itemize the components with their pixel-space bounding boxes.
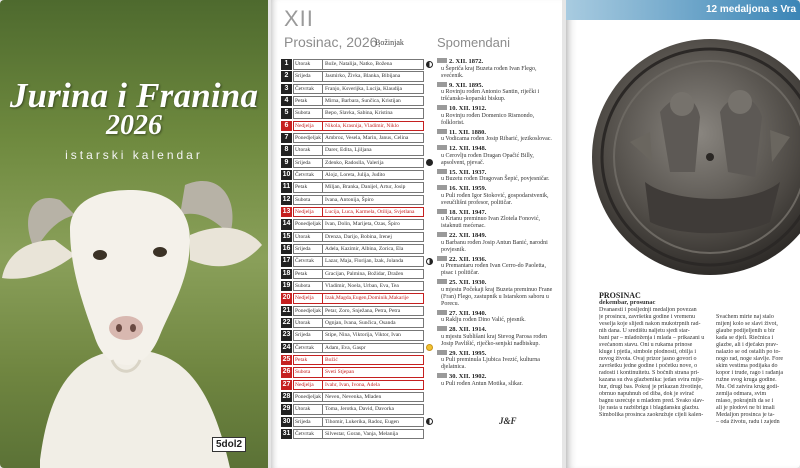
day-row[interactable]	[281, 428, 434, 440]
day-saints: Drenza, Darijo, Bobina, Irenej	[323, 232, 424, 243]
cover-subtitle: istarski kalendar	[65, 148, 203, 162]
spomendan-text: u Barbanu rođen Josip Antun Banić, narodni povjesnik.	[441, 239, 548, 253]
day-saints: Ognjan, Ivana, Sunčica, Osanda	[323, 318, 424, 329]
day-saints: Tihomir, Lukerika, Radoz, Eugen	[323, 417, 424, 428]
day-row[interactable]	[281, 342, 434, 354]
spomendan-text: u Raklju rođen Dino Valić, pjesnik.	[441, 317, 526, 323]
day-saints: Vladimir, Noela, Urban, Eva, Tea	[323, 281, 424, 292]
spomendan-text: u Puli rođen Antun Motika, slikar.	[441, 380, 523, 387]
day-name: Subota	[293, 367, 323, 378]
day-number: 18	[281, 269, 292, 280]
day-number: 4	[281, 96, 292, 107]
article-line: bagnu usrećuje u mladom pred. Svako slav-	[599, 398, 705, 404]
day-row[interactable]	[281, 70, 434, 82]
medallion-image	[590, 32, 800, 282]
article-line: nalazio se od ostalih po to-	[716, 349, 781, 355]
day-saints: Ivan, Dolin, Marijeta, Ozas, Špiro	[323, 219, 424, 230]
day-row[interactable]	[281, 107, 434, 119]
day-name: Nedjelja	[293, 380, 323, 391]
article-subheading: dekembar, prosunac	[599, 299, 656, 306]
day-number: 9	[281, 158, 292, 169]
day-name: Subota	[293, 281, 323, 292]
day-saints: Izak,Magda,Eugen,Dominik,Makarije	[323, 293, 424, 304]
day-saints: Franjo, Ksverijka, Lucija, Klaudija	[323, 84, 424, 95]
day-name: Četvrtak	[293, 343, 323, 354]
moon-phase-icon	[426, 159, 433, 166]
article-line: bani par – mladoženja i mlada – prikazani u	[599, 335, 705, 341]
day-number: 8	[281, 145, 292, 156]
day-row[interactable]	[281, 354, 434, 366]
article-line: Simbolika prosinca zaokružuje cijeli kalen-	[599, 412, 704, 418]
spomendan-text: u Vodicama rođen Josip Ribarić, jezikoslovac.	[441, 136, 552, 142]
day-name: Petak	[293, 182, 323, 193]
spomendani-title: Spomendani	[437, 35, 510, 50]
day-row[interactable]	[281, 317, 434, 329]
cover-title: Jurina i Franina	[9, 76, 259, 115]
spomendan-entry	[437, 256, 555, 278]
day-number: 28	[281, 392, 292, 403]
day-name: Srijeda	[293, 417, 323, 428]
day-row[interactable]	[281, 218, 434, 230]
spomendan-text: u Rovinju rođen Domenico Rismondo, folklorist.	[441, 112, 535, 126]
day-row[interactable]	[281, 95, 434, 107]
day-number: 7	[281, 133, 292, 144]
day-number: 15	[281, 232, 292, 243]
day-number: 12	[281, 195, 292, 206]
days-list	[281, 58, 434, 440]
day-name: Subota	[293, 108, 323, 119]
day-saints: Sveti Stjepan	[323, 367, 424, 378]
day-number: 6	[281, 121, 292, 132]
day-number: 25	[281, 355, 292, 366]
spomendan-date-text: 22. XII. 1936.	[449, 255, 487, 263]
day-name: Ponedjeljak	[293, 306, 323, 317]
day-number: 31	[281, 429, 292, 440]
spomendan-entry	[437, 185, 555, 207]
cover-year: 2026	[106, 110, 162, 141]
spomendan-date	[437, 169, 555, 177]
article-line: obrnuo napuhnuh od diba, dok je svirač	[599, 391, 695, 397]
spomendan-text: u Premantaru rođen Ivan Cerro-do Paoletta, pisac i političar.	[441, 263, 546, 276]
spomendan-date	[437, 232, 555, 240]
day-name: Srijeda	[293, 244, 323, 255]
article-line: mlaso, pokrajnih da se i	[716, 398, 774, 404]
spomendan-entry	[437, 145, 555, 167]
day-row[interactable]	[281, 144, 434, 156]
day-number: 3	[281, 84, 292, 95]
article-column-1	[599, 307, 709, 457]
day-saints: Neven, Nevenka, Mladen	[323, 392, 424, 403]
month-page[interactable]	[271, 0, 562, 468]
article-line: hur, drugi bas. Pokraj je prikazan životinje,	[599, 384, 703, 390]
day-row[interactable]	[281, 403, 434, 415]
day-row[interactable]	[281, 181, 434, 193]
day-row[interactable]	[281, 169, 434, 181]
day-row[interactable]	[281, 231, 434, 243]
day-number: 17	[281, 256, 292, 267]
day-saints: Silvestar, Goran, Vanja, Melanija	[323, 429, 424, 440]
spomendan-entry	[437, 373, 555, 388]
spomendan-entry	[437, 129, 555, 144]
day-saints: Nikola, Krasnija, Vladimir, Niklo	[323, 121, 424, 132]
spomendan-date	[437, 82, 555, 90]
day-saints: Alojz, Loreta, Julija, Judito	[323, 170, 424, 181]
spomendan-date	[437, 279, 555, 287]
day-number: 13	[281, 207, 292, 218]
spomendan-date-text: 9. XII. 1895.	[449, 81, 484, 89]
spomendan-entry	[437, 58, 555, 80]
day-name: Utorak	[293, 404, 323, 415]
spomendan-date	[437, 185, 555, 193]
day-name: Petak	[293, 355, 323, 366]
spomendan-date-text: 18. XII. 1947.	[449, 208, 487, 216]
spomendan-date	[437, 145, 555, 153]
day-saints: Ambroz, Vesela, Marin, Janus, Celina	[323, 133, 424, 144]
spomendan-date-text: 28. XII. 1914.	[449, 326, 487, 333]
day-row[interactable]	[281, 416, 434, 428]
spomendan-text: u Rovinju rođen Antonio Santin, riječki i tršćansko-koparski biskup.	[441, 89, 540, 102]
day-saints: Bepo, Slavka, Sabina, Kristina	[323, 108, 424, 119]
month-kaj-name: Božinjak	[375, 38, 404, 47]
spomendan-date-text: 10. XII. 1912.	[449, 105, 487, 112]
day-row[interactable]	[281, 132, 434, 144]
day-saints: Adam, Eva, Gaspr	[323, 343, 424, 354]
spomendan-date	[437, 129, 555, 137]
article-line: novog života. Ovaj prizor jasno govori o	[599, 356, 697, 362]
day-number: 2	[281, 71, 292, 82]
spomendan-text: u Puli preminula Ljubica Ivezić, kulturna djelatnica.	[441, 357, 540, 370]
day-name: Utorak	[293, 232, 323, 243]
day-saints: Lucija, Luca, Karmela, Otilija, Svjetlana	[323, 207, 424, 218]
day-name: Subota	[293, 195, 323, 206]
spomendan-date	[437, 58, 555, 66]
day-name: Nedjelja	[293, 121, 323, 132]
day-name: Nedjelja	[293, 293, 323, 304]
day-number: 30	[281, 417, 292, 428]
month-title: Prosinac, 2026.	[284, 34, 382, 50]
day-saints: Ivahr, Ivan, Ivona, Adela	[323, 380, 424, 391]
article-line: svečanom stavu. Oni u rukama prinose	[599, 342, 693, 348]
spomendan-date-text: 22. XII. 1849.	[449, 232, 487, 239]
day-saints: Miljan, Branka, Danijel, Artur, Josip	[323, 182, 424, 193]
day-number: 26	[281, 367, 292, 378]
spomendan-date-text: 12. XII. 1948.	[449, 145, 487, 152]
spomendan-date	[437, 209, 555, 217]
spomendan-text: u Šepriča kraj Buzeta rođen Ivan Flego, svećenik.	[441, 65, 537, 79]
article-line: ali je plodovi ne bi imali	[716, 405, 775, 411]
signature: J&F	[499, 416, 517, 426]
section-banner-title: 12 medaljona s Vra	[706, 4, 797, 15]
day-name: Petak	[293, 269, 323, 280]
day-number: 10	[281, 170, 292, 181]
day-row[interactable]	[281, 391, 434, 403]
day-name: Srijeda	[293, 330, 323, 341]
spomendan-date-text: 11. XII. 1880.	[449, 128, 487, 136]
publisher-logo: 5dol2	[212, 437, 246, 452]
day-name: Četvrtak	[293, 256, 323, 267]
spomendan-date	[437, 105, 555, 113]
day-name: Utorak	[293, 318, 323, 329]
day-name: Utorak	[293, 145, 323, 156]
day-name: Ponedjeljak	[293, 392, 323, 403]
day-saints: Adela, Kazimir, Albina, Zorica, Ela	[323, 244, 424, 255]
article-line: nih dana. U središtu naljetu sjedi star-	[599, 328, 690, 334]
day-number: 16	[281, 244, 292, 255]
day-row[interactable]	[281, 305, 434, 317]
day-saints: Zdenko, Radoslla, Valerija	[323, 158, 424, 169]
article-line: veselja koje slijedi nakon mukotrpnih rad-	[599, 321, 701, 327]
spomendan-text: u Krtanu preminuo Ivan Zlotela Fonović, istaknuti mećenac.	[441, 216, 540, 229]
spomendan-date-text: 25. XII. 1930.	[449, 279, 487, 286]
moon-phase-icon	[426, 258, 433, 265]
spomendan-entry	[437, 326, 555, 348]
day-row[interactable]	[281, 366, 434, 378]
article-line: Medaljon prosinca je ta-	[716, 412, 775, 418]
day-name: Ponedjeljak	[293, 133, 323, 144]
day-saints: Bože, Natalija, Natko, Božena	[323, 59, 424, 70]
spomendan-date-text: 30. XII. 1902.	[449, 373, 487, 380]
article-line: kluge i pjetla, simbole plodnosti, obilja i	[599, 349, 696, 355]
day-name: Petak	[293, 96, 323, 107]
day-saints: Toma, Jerotka, David, Davorka	[323, 404, 424, 415]
calendar-cover[interactable]	[0, 0, 268, 468]
day-saints: Mirna, Barbara, Sunčica, Kristijan	[323, 96, 424, 107]
article-line: lje rasta u razbibrigu i blagdansku glazbu.	[599, 405, 700, 411]
day-row[interactable]	[281, 157, 434, 169]
article-line: ružne svog kruga godine.	[716, 377, 777, 383]
day-row[interactable]	[281, 268, 434, 280]
day-row[interactable]	[281, 194, 434, 206]
day-row[interactable]	[281, 292, 434, 304]
article-page[interactable]	[566, 0, 800, 468]
day-number: 23	[281, 330, 292, 341]
spomendan-text: u Puli rođen Igor Stoković, gospodarstvenik, sveučilišni profesor, političar.	[441, 192, 549, 206]
day-saints: Jasmirko, Živka, Blanka, Bibijana	[323, 71, 424, 82]
day-name: Ponedjeljak	[293, 219, 323, 230]
spomendan-entry	[437, 209, 555, 231]
article-line: kopor i trude, rago i rađanja	[716, 370, 783, 376]
goat-illustration	[0, 160, 268, 468]
spomendan-date-text: 2. XII. 1872.	[449, 58, 484, 65]
day-saints: Gracijan, Palmina, Božidar, Dražen	[323, 269, 424, 280]
spomendan-text: u Cerovlju rođen Dragan Opačić Billy, apsolvent, pjevač.	[441, 152, 534, 166]
day-name: Nedjelja	[293, 207, 323, 218]
day-row[interactable]	[281, 329, 434, 341]
spomendan-entry	[437, 232, 555, 254]
article-line: mijenj kolo se slavi život,	[716, 321, 778, 327]
article-line: radosti i kontinuitetu. S bočnih strana pri-	[599, 370, 700, 376]
article-line: kazana su dva glazbenika: jedan svira mije-	[599, 377, 704, 383]
day-number: 24	[281, 343, 292, 354]
day-name: Četvrtak	[293, 429, 323, 440]
day-number: 21	[281, 306, 292, 317]
article-line: je prosincu, završetku godine i vremenu	[599, 314, 695, 320]
day-saints: Lazar, Maja, Florijan, Izak, Jolanda	[323, 256, 424, 267]
spomendan-entry	[437, 310, 555, 325]
spomendan-text: u Buzetu rođen Dragovan Šepić, povjesničar.	[441, 176, 550, 182]
moon-phase-icon	[426, 418, 433, 425]
article-line: zemlja odmara, svim	[716, 391, 767, 397]
day-name: Srijeda	[293, 71, 323, 82]
day-row[interactable]	[281, 120, 434, 132]
day-row[interactable]	[281, 379, 434, 391]
article-line: završetku jedne godine i početku nove, o	[599, 363, 698, 369]
spomendan-entry	[437, 105, 555, 127]
spomendani-list	[437, 58, 555, 390]
day-number: 1	[281, 59, 292, 70]
day-saints: Božić	[323, 355, 424, 366]
day-saints: Petar, Zoro, Snježana, Petra, Petra	[323, 306, 424, 317]
spomendan-date-text: 27. XII. 1940.	[449, 309, 487, 317]
day-name: Četvrtak	[293, 84, 323, 95]
spomendan-text: u mjestu Sublišani kraj Stevog Parosa rođen Josip Pavlišić, riječko-senjski nadbiskup.	[441, 333, 547, 347]
article-line: Dvanaesti i posljednji medaljon povezan	[599, 307, 697, 313]
month-roman-numeral: XII	[284, 6, 314, 31]
moon-phase-icon	[426, 61, 433, 68]
day-number: 14	[281, 219, 292, 230]
day-saints: Darer, Edita, Ljiljana	[323, 145, 424, 156]
spomendan-entry	[437, 350, 555, 372]
spomendan-entry	[437, 279, 555, 308]
article-column-2	[716, 314, 800, 457]
article-line: glaube podijeljenih u bir	[716, 328, 775, 334]
day-row[interactable]	[281, 83, 434, 95]
article-line: glazbe, ali i dječakn prav-	[716, 342, 779, 348]
day-number: 19	[281, 281, 292, 292]
day-row[interactable]	[281, 58, 434, 70]
spomendan-date	[437, 326, 555, 334]
article-line: Mu. Od zatvira krug godi-	[716, 384, 780, 390]
day-number: 20	[281, 293, 292, 304]
article-line: nogo rad, noge slavlje. Fore	[716, 356, 783, 362]
spomendan-date	[437, 350, 555, 358]
day-name: Srijeda	[293, 158, 323, 169]
spomendan-date	[437, 310, 555, 318]
day-number: 5	[281, 108, 292, 119]
day-row[interactable]	[281, 243, 434, 255]
day-name: Četvrtak	[293, 170, 323, 181]
spomendan-date-text: 15. XII. 1937.	[449, 168, 487, 176]
day-saints: Stipe, Nina, Viktorija, Viktor, Ivan	[323, 330, 424, 341]
spomendan-date	[437, 373, 555, 381]
spomendan-text: u mjestu Počekaji kraj Buzeta preminuo Frane (Fran) Flego, zastupnik u Istarskom saboru u Porecu.	[441, 286, 553, 307]
spomendan-entry	[437, 169, 555, 184]
article-line: Svaćhem mirte naj stalo	[716, 314, 774, 320]
day-row[interactable]	[281, 255, 434, 267]
spomendan-date-text: 29. XII. 1995.	[449, 349, 487, 357]
spomendan-date	[437, 256, 555, 264]
day-saints: Ivana, Antonija, Špiro	[323, 195, 424, 206]
day-row[interactable]	[281, 206, 434, 218]
article-line: skim vestima podijaka do	[716, 363, 778, 369]
article-line: kada se djeli. Riečnica i	[716, 335, 774, 341]
day-name: Utorak	[293, 59, 323, 70]
article-heading: PROSINAC	[599, 291, 641, 300]
article-line: – oda životu, radu i zajedn	[716, 419, 780, 425]
moon-phase-icon	[426, 344, 433, 351]
day-number: 11	[281, 182, 292, 193]
day-number: 27	[281, 380, 292, 391]
day-number: 29	[281, 404, 292, 415]
day-number: 22	[281, 318, 292, 329]
day-row[interactable]	[281, 280, 434, 292]
spomendan-date-text: 16. XII. 1959.	[449, 185, 487, 192]
spomendan-entry	[437, 82, 555, 104]
